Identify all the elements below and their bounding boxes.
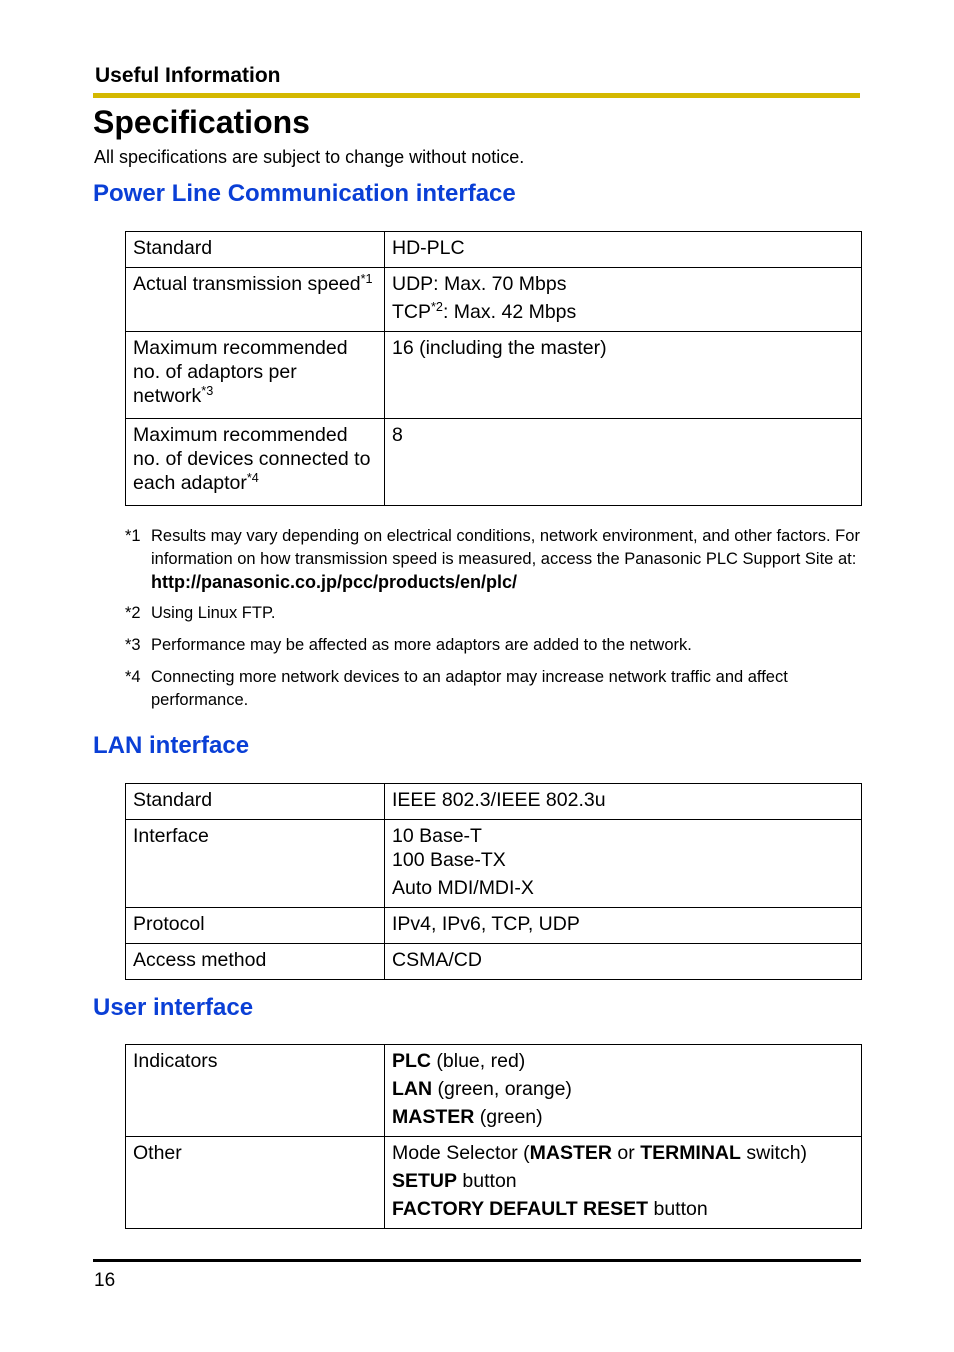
footnote-mark: *1 xyxy=(125,527,141,545)
footnote-text: Results may vary depending on electrical conditions, network environment, and other factors. For information on how transmission speed is measured, access the Panasonic PLC Support Site at: xyxy=(151,527,860,568)
table-row xyxy=(126,419,862,506)
row-label: Protocol xyxy=(126,908,385,944)
footnote-text: Using Linux FTP. xyxy=(151,604,276,622)
row-label xyxy=(126,332,385,419)
footnote-4 xyxy=(125,666,860,712)
footnote-ref: *3 xyxy=(201,384,214,399)
footnote-1 xyxy=(125,525,860,595)
tcp-speed xyxy=(392,300,855,324)
row-value: 8 xyxy=(385,419,862,506)
footnote-mark: *2 xyxy=(125,604,141,622)
interface-value: Auto MDI/MDI-X xyxy=(392,877,534,899)
row-label: Indicators xyxy=(126,1045,385,1137)
table-row xyxy=(126,332,862,419)
mode-selector xyxy=(392,1141,855,1165)
label-text: Actual transmission speed xyxy=(133,273,361,295)
plc-spec-table xyxy=(125,231,862,506)
header-rule xyxy=(93,93,860,98)
tcp-value: : Max. 42 Mbps xyxy=(442,301,577,323)
row-label xyxy=(126,419,385,506)
footnote-ref: *4 xyxy=(246,471,259,486)
running-header: Useful Information xyxy=(95,64,281,87)
table-row xyxy=(126,1045,862,1137)
udp-speed: UDP: Max. 70 Mbps xyxy=(392,273,567,295)
row-value xyxy=(385,1045,862,1137)
user-heading: User interface xyxy=(93,994,254,1021)
table-row xyxy=(126,784,862,820)
footnote-3 xyxy=(125,634,860,657)
footnote-text: Performance may be affected as more adaptors are added to the network. xyxy=(151,636,692,654)
footnote-ref: *2 xyxy=(431,300,443,315)
table-row xyxy=(126,232,862,268)
row-label: Standard xyxy=(126,784,385,820)
indicator-name: MASTER xyxy=(392,1106,475,1128)
setup-button-spec xyxy=(392,1169,855,1193)
footnote-text: Connecting more network devices to an adaptor may increase network traffic and affect performance. xyxy=(151,668,788,709)
footnote-mark: *3 xyxy=(125,636,141,654)
lan-heading: LAN interface xyxy=(93,732,250,759)
row-label: Interface xyxy=(126,820,385,908)
table-row xyxy=(126,820,862,908)
indicator-plc xyxy=(392,1049,855,1073)
row-label xyxy=(126,268,385,332)
table-row xyxy=(126,944,862,980)
indicator-name: PLC xyxy=(392,1050,431,1072)
row-value: IEEE 802.3/IEEE 802.3u xyxy=(385,784,862,820)
factory-reset-spec xyxy=(392,1197,855,1221)
table-row xyxy=(126,1137,862,1229)
interface-value: 10 Base-T xyxy=(392,825,482,847)
row-label: Other xyxy=(126,1137,385,1229)
intro-text: All specifications are subject to change without notice. xyxy=(94,147,525,167)
row-value: 16 (including the master) xyxy=(385,332,862,419)
user-spec-table xyxy=(125,1044,862,1229)
indicator-colors: (green, orange) xyxy=(432,1078,572,1100)
row-label: Standard xyxy=(126,232,385,268)
label-text: Maximum recommended no. of devices connected to each adaptor xyxy=(133,424,371,494)
row-label: Access method xyxy=(126,944,385,980)
mode-master: MASTER xyxy=(529,1142,612,1164)
footnote-mark: *4 xyxy=(125,668,141,686)
row-value: IPv4, IPv6, TCP, UDP xyxy=(385,908,862,944)
indicator-lan xyxy=(392,1077,855,1101)
row-value xyxy=(385,268,862,332)
mode-terminal: TERMINAL xyxy=(640,1142,741,1164)
row-value: CSMA/CD xyxy=(385,944,862,980)
indicator-colors: (green) xyxy=(474,1106,543,1128)
setup-name: SETUP xyxy=(392,1170,458,1192)
indicator-colors: (blue, red) xyxy=(431,1050,526,1072)
support-site-link[interactable]: http://panasonic.co.jp/pcc/products/en/plc/ xyxy=(151,572,518,592)
row-value: HD-PLC xyxy=(385,232,862,268)
mode-or: or xyxy=(612,1142,641,1164)
factory-name: FACTORY DEFAULT RESET xyxy=(392,1198,649,1220)
plc-heading: Power Line Communication interface xyxy=(93,180,516,207)
table-row xyxy=(126,908,862,944)
footer-rule xyxy=(93,1259,861,1262)
interface-value: 100 Base-TX xyxy=(392,849,506,871)
footnote-2 xyxy=(125,602,860,625)
mode-suffix: switch) xyxy=(740,1142,808,1164)
setup-rest: button xyxy=(457,1170,517,1192)
mode-prefix: Mode Selector ( xyxy=(392,1142,530,1164)
footnote-ref: *1 xyxy=(360,272,373,287)
label-text: Maximum recommended no. of adaptors per network xyxy=(133,337,348,407)
tcp-label: TCP xyxy=(392,301,431,323)
lan-spec-table xyxy=(125,783,862,980)
table-row xyxy=(126,268,862,332)
page-title: Specifications xyxy=(93,104,310,140)
row-value xyxy=(385,1137,862,1229)
page-number: 16 xyxy=(94,1270,116,1291)
indicator-name: LAN xyxy=(392,1078,433,1100)
indicator-master xyxy=(392,1105,855,1129)
factory-rest: button xyxy=(648,1198,708,1220)
row-value xyxy=(385,820,862,908)
